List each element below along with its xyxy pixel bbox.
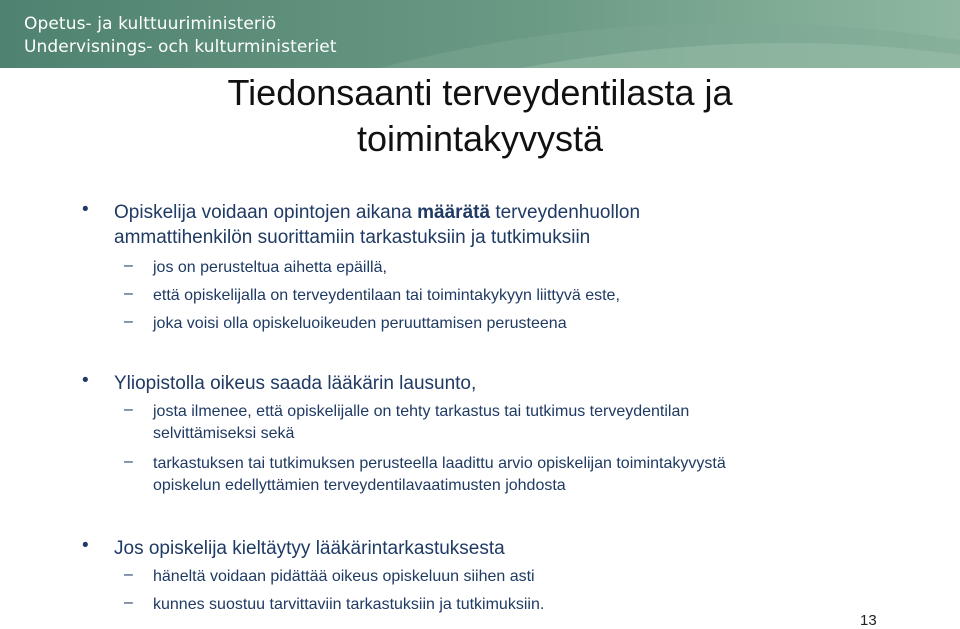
slide-title-line-1: Tiedonsaanti terveydentilasta ja (227, 72, 733, 113)
sub-bullet-marker: – (124, 401, 133, 418)
bullet-1-text (114, 200, 640, 250)
header-background (0, 0, 960, 68)
bullet-2-sub-2-line-2: opiskelun edellyttämien terveydentilavaatimusten johdosta (153, 477, 566, 494)
bullet-3-text: Jos opiskelija kieltäytyy lääkärintarkastuksesta (114, 538, 505, 559)
bullet-1-sub-2: että opiskelijalla on terveydentilaan tai toimintakykyyn liittyvä este, (153, 287, 620, 304)
bullet-1-sub-3: joka voisi olla opiskeluoikeuden peruuttamisen perusteena (153, 315, 567, 332)
bullet-1-text-end: terveydenhuollon (490, 202, 641, 223)
bullet-2-sub-1-line-1: josta ilmenee, että opiskelijalle on tehty tarkastus tai tutkimus terveydentilan (153, 403, 690, 420)
bullet-1-sub-1: jos on perusteltua aihetta epäillä, (153, 259, 387, 276)
bullet-1-text-start: Opiskelija voidaan opintojen aikana (114, 202, 418, 223)
sub-bullet-marker: – (124, 285, 133, 302)
page-number: 13 (860, 612, 877, 629)
bullet-2-sub-1-line-2: selvittämiseksi sekä (153, 425, 295, 442)
ministry-header-banner (0, 0, 960, 68)
slide-title (150, 70, 810, 162)
bullet-2-sub-2-line-1: tarkastuksen tai tutkimuksen perusteella laadittu arvio opiskelijan toimintakyvystä (153, 455, 726, 472)
bullet-2-sub-2 (153, 453, 873, 497)
ministry-name-swedish: Undervisnings- och kulturministeriet (24, 37, 337, 57)
bullet-1-bold-word: määrätä (417, 202, 491, 223)
bullet-3-sub-2: kunnes suostuu tarvittaviin tarkastuksiin ja tutkimuksiin. (153, 596, 545, 613)
sub-bullet-marker: – (124, 257, 133, 274)
bullet-marker: • (82, 370, 89, 391)
bullet-2-sub-1 (153, 401, 873, 445)
sub-bullet-marker: – (124, 453, 133, 470)
bullet-1-text-line-2: ammattihenkilön suorittamiin tarkastuksiin ja tutkimuksiin (114, 227, 591, 248)
bullet-3-sub-1: häneltä voidaan pidättää oikeus opiskeluun siihen asti (153, 568, 535, 585)
bullet-2-text: Yliopistolla oikeus saada lääkärin lausunto, (114, 373, 477, 394)
sub-bullet-marker: – (124, 313, 133, 330)
ministry-name-finnish: Opetus- ja kulttuuriministeriö (24, 14, 277, 34)
bullet-marker: • (82, 535, 89, 556)
sub-bullet-marker: – (124, 566, 133, 583)
sub-bullet-marker: – (124, 594, 133, 611)
slide-title-line-2: toimintakyvystä (356, 118, 604, 159)
bullet-marker: • (82, 199, 89, 220)
